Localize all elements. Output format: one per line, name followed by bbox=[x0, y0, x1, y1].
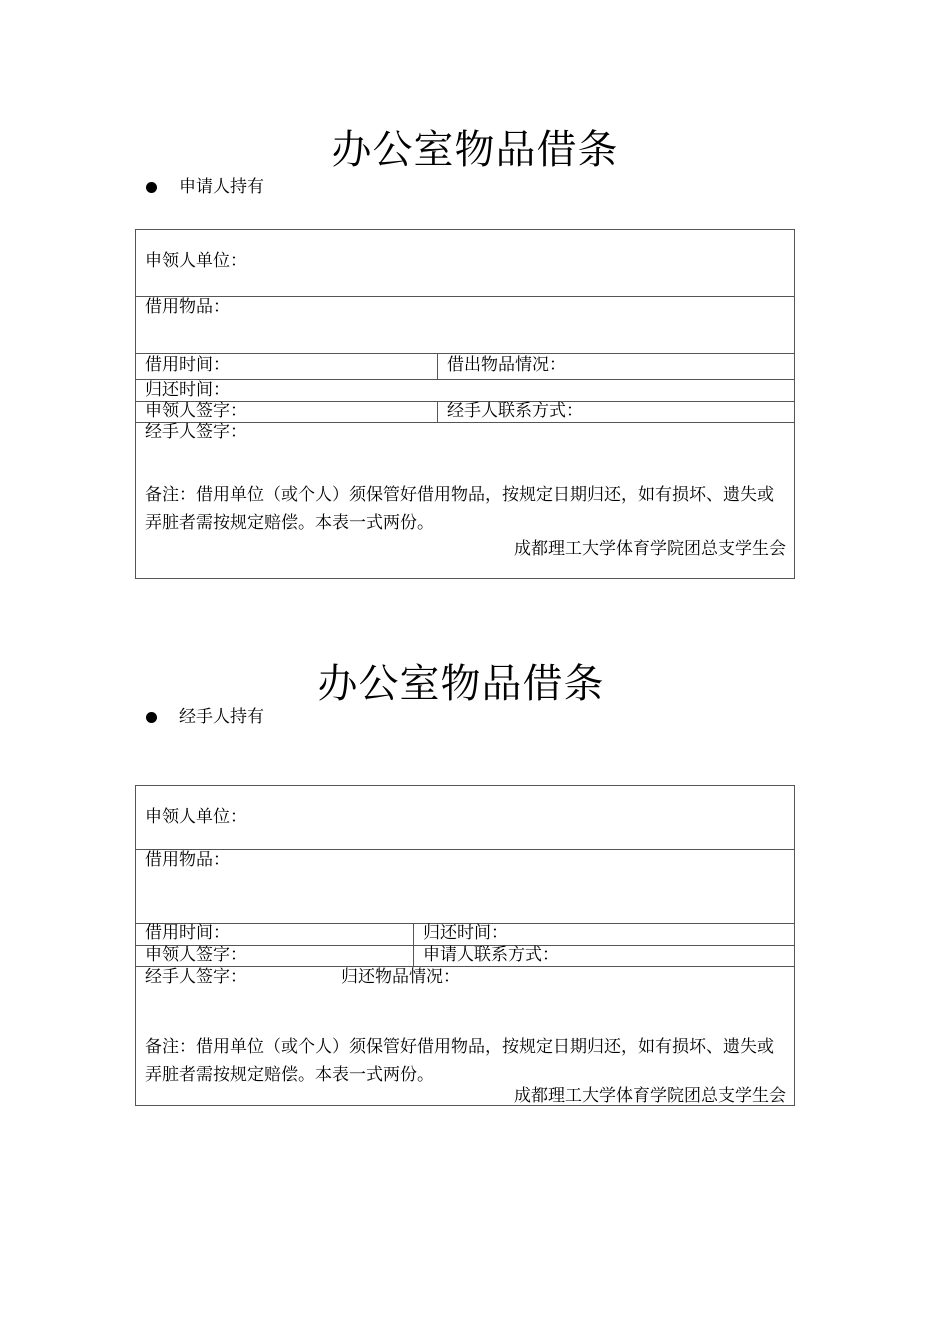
form2-holder-line bbox=[146, 706, 264, 728]
form1-row-handler bbox=[136, 422, 794, 578]
form1-row-borrow-time bbox=[136, 353, 794, 379]
form1-holder-line bbox=[146, 176, 264, 198]
form1-table bbox=[135, 229, 795, 579]
borrowed-item-label: 借用物品： bbox=[145, 850, 230, 870]
applicant-signature-label: 申领人签字： bbox=[145, 401, 247, 421]
form2-row-times bbox=[136, 923, 794, 945]
form2-row-handler bbox=[136, 966, 794, 1105]
form1-row-item bbox=[136, 296, 794, 353]
form2-row-unit bbox=[136, 786, 794, 849]
form1-row-signatures bbox=[136, 401, 794, 422]
form2-row-item bbox=[136, 849, 794, 923]
handler-signature-label: 经手人签字： bbox=[145, 967, 247, 987]
applicant-unit-label: 申领人单位： bbox=[145, 807, 247, 827]
applicant-unit-label: 申领人单位： bbox=[145, 251, 247, 271]
form2-row-signatures bbox=[136, 945, 794, 966]
borrow-time-label: 借用时间： bbox=[145, 355, 230, 375]
form1-title: 办公室物品借条 bbox=[331, 127, 619, 173]
form2-holder-text: 经手人持有 bbox=[179, 707, 264, 727]
applicant-signature-label: 申领人签字： bbox=[145, 945, 247, 965]
handler-contact-label: 经手人联系方式： bbox=[447, 401, 583, 421]
return-time-label: 归还时间： bbox=[145, 380, 230, 400]
return-time-label: 归还时间： bbox=[423, 923, 508, 943]
borrow-time-label: 借用时间： bbox=[145, 923, 230, 943]
remarks-text: 备注：借用单位（或个人）须保管好借用物品，按规定日期归还，如有损坏、遗失或弄脏者需按规定赔偿。本表一式两份。 bbox=[145, 1037, 774, 1085]
form2-title: 办公室物品借条 bbox=[317, 661, 605, 707]
return-status-label: 归还物品情况： bbox=[341, 967, 460, 987]
organization-name: 成都理工大学体育学院团总支学生会 bbox=[514, 539, 786, 559]
remarks-text: 备注：借用单位（或个人）须保管好借用物品，按规定日期归还，如有损坏、遗失或弄脏者需按规定赔偿。本表一式两份。 bbox=[145, 485, 774, 533]
handler-signature-label: 经手人签字： bbox=[145, 422, 247, 442]
form1-row-unit bbox=[136, 230, 794, 296]
bullet-icon bbox=[146, 182, 157, 193]
form1-holder-text: 申请人持有 bbox=[179, 177, 264, 197]
lend-status-label: 借出物品情况： bbox=[447, 355, 566, 375]
organization-name: 成都理工大学体育学院团总支学生会 bbox=[514, 1086, 786, 1106]
borrowed-item-label: 借用物品： bbox=[145, 297, 230, 317]
bullet-icon bbox=[146, 712, 157, 723]
form2-table bbox=[135, 785, 795, 1106]
applicant-contact-label: 申请人联系方式： bbox=[423, 945, 559, 965]
form1-row-return-time bbox=[136, 379, 794, 401]
